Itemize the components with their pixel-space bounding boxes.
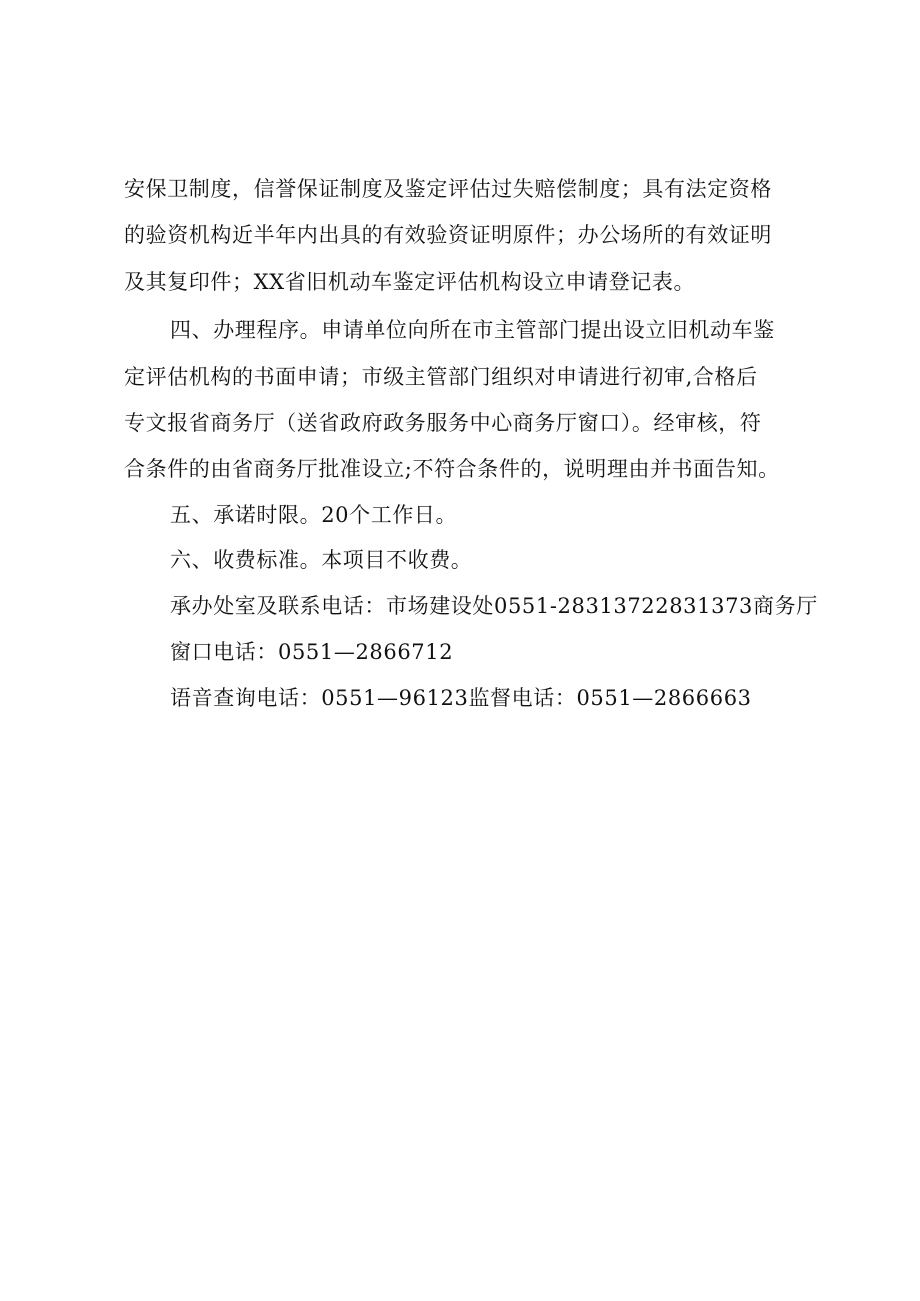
text-line-1: 安保卫制度，信誉保证制度及鉴定评估过失赔偿制度；具有法定资格 [124, 177, 772, 201]
section-6-line: 六、收费标准。本项目不收费。 [170, 548, 473, 572]
section-4-heading-line: 四、办理程序。申请单位向所在市主管部门提出设立旧机动车鉴 [170, 318, 775, 342]
contact-line-3: 语音查询电话：0551—96123监督电话：0551—2866663 [170, 686, 752, 710]
contact-line-2: 窗口电话：0551—2866712 [170, 640, 454, 664]
text-line-7: 合条件的由省商务厅批准设立;不符合条件的，说明理由并书面告知。 [124, 457, 780, 481]
text-line-2: 的验资机构近半年内出具的有效验资证明原件；办公场所的有效证明 [124, 223, 772, 247]
contact-line-1: 承办处室及联系电话：市场建设处0551-28313722831373商务厅 [170, 594, 818, 618]
text-line-5: 定评估机构的书面申请；市级主管部门组织对申请进行初审,合格后 [124, 365, 758, 389]
text-line-3: 及其复印件；XX省旧机动车鉴定评估机构设立申请登记表。 [124, 270, 696, 294]
section-5-line: 五、承诺时限。20个工作日。 [170, 503, 458, 527]
text-line-6: 专文报省商务厅（送省政府政务服务中心商务厅窗口）。经审核，符 [124, 411, 762, 435]
